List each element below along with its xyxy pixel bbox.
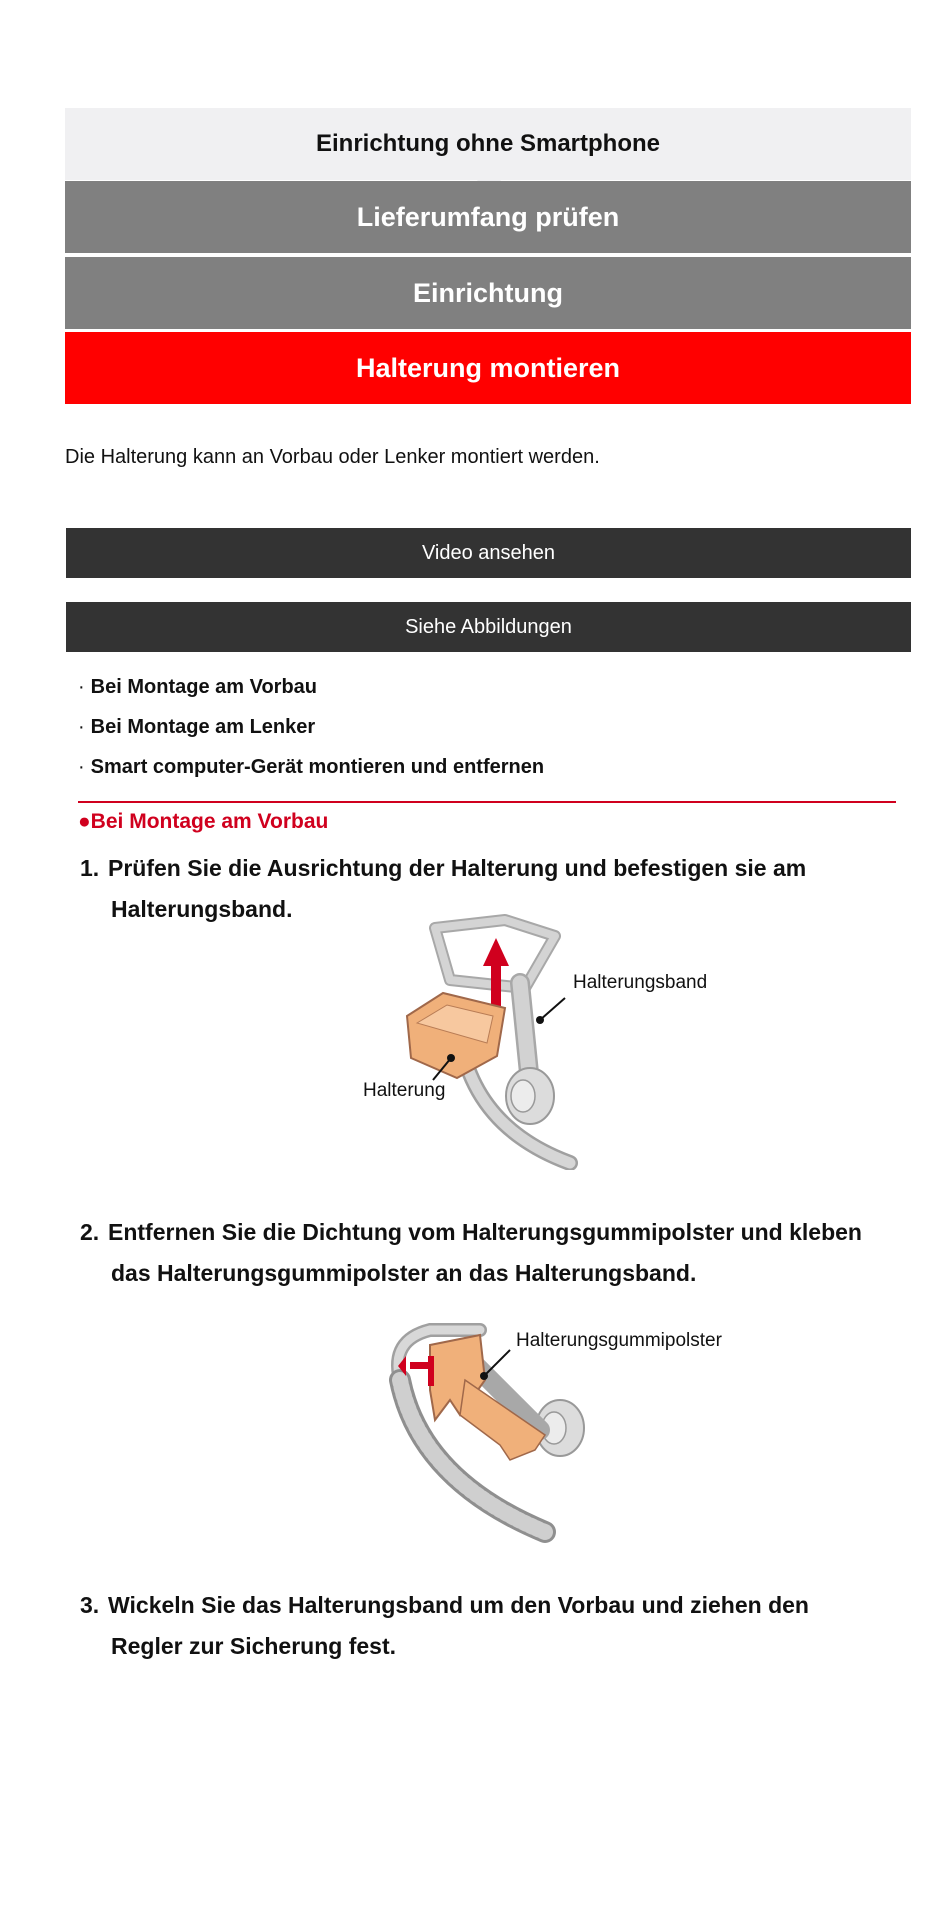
bracket-on-band-illustration bbox=[355, 908, 755, 1170]
table-of-contents bbox=[78, 672, 544, 792]
step-text-line: Halterungsband. bbox=[111, 896, 293, 922]
step-mount-bracket[interactable]: Halterung montieren bbox=[65, 332, 911, 404]
section-heading: ●Bei Montage am Vorbau bbox=[78, 810, 329, 833]
step-text-line: Wickeln Sie das Halterungsband um den Vorbau und ziehen den bbox=[108, 1592, 809, 1618]
toc-link-device[interactable] bbox=[78, 752, 544, 792]
step-check-contents[interactable]: Lieferumfang prüfen bbox=[65, 181, 911, 253]
toc-label: Bei Montage am Vorbau bbox=[90, 676, 317, 698]
step-text-line: Entfernen Sie die Dichtung vom Halterungsgummipolster und kleben bbox=[108, 1219, 862, 1245]
bullet-icon: · bbox=[78, 676, 85, 698]
bracket-band-drawing bbox=[355, 908, 755, 1170]
step-text-line: Prüfen Sie die Ausrichtung der Halterung und befestigen sie am bbox=[108, 855, 807, 881]
step-text-line: Regler zur Sicherung fest. bbox=[111, 1633, 397, 1659]
page-title: Einrichtung ohne Smartphone bbox=[65, 108, 911, 180]
intro-text: Die Halterung kann an Vorbau oder Lenker montiert werden. bbox=[65, 446, 600, 468]
step-text-line: das Halterungsgummipolster an das Halterungsband. bbox=[111, 1260, 697, 1286]
instruction-step-3 bbox=[80, 1585, 910, 1667]
rubber-pad-illustration bbox=[370, 1310, 750, 1550]
toc-label: Bei Montage am Lenker bbox=[90, 716, 316, 738]
toc-link-handlebar[interactable] bbox=[78, 712, 544, 752]
label-mounting-band: Halterungsband bbox=[573, 972, 708, 993]
watch-video-button[interactable]: Video ansehen bbox=[66, 528, 911, 578]
step-number: 1. bbox=[80, 855, 100, 881]
toc-link-stem[interactable] bbox=[78, 672, 544, 712]
step-number: 3. bbox=[80, 1592, 100, 1618]
label-rubber-pad: Halterungsgummipolster bbox=[516, 1330, 722, 1351]
bullet-icon: · bbox=[78, 756, 85, 778]
label-bracket: Halterung bbox=[363, 1080, 446, 1101]
section-divider bbox=[78, 801, 896, 803]
instruction-step-2 bbox=[80, 1212, 910, 1294]
step-number: 2. bbox=[80, 1219, 100, 1245]
see-figures-button[interactable]: Siehe Abbildungen bbox=[66, 602, 911, 652]
toc-label: Smart computer-Gerät montieren und entfernen bbox=[90, 756, 545, 778]
step-setup[interactable]: Einrichtung bbox=[65, 257, 911, 329]
bullet-icon: · bbox=[78, 716, 85, 738]
